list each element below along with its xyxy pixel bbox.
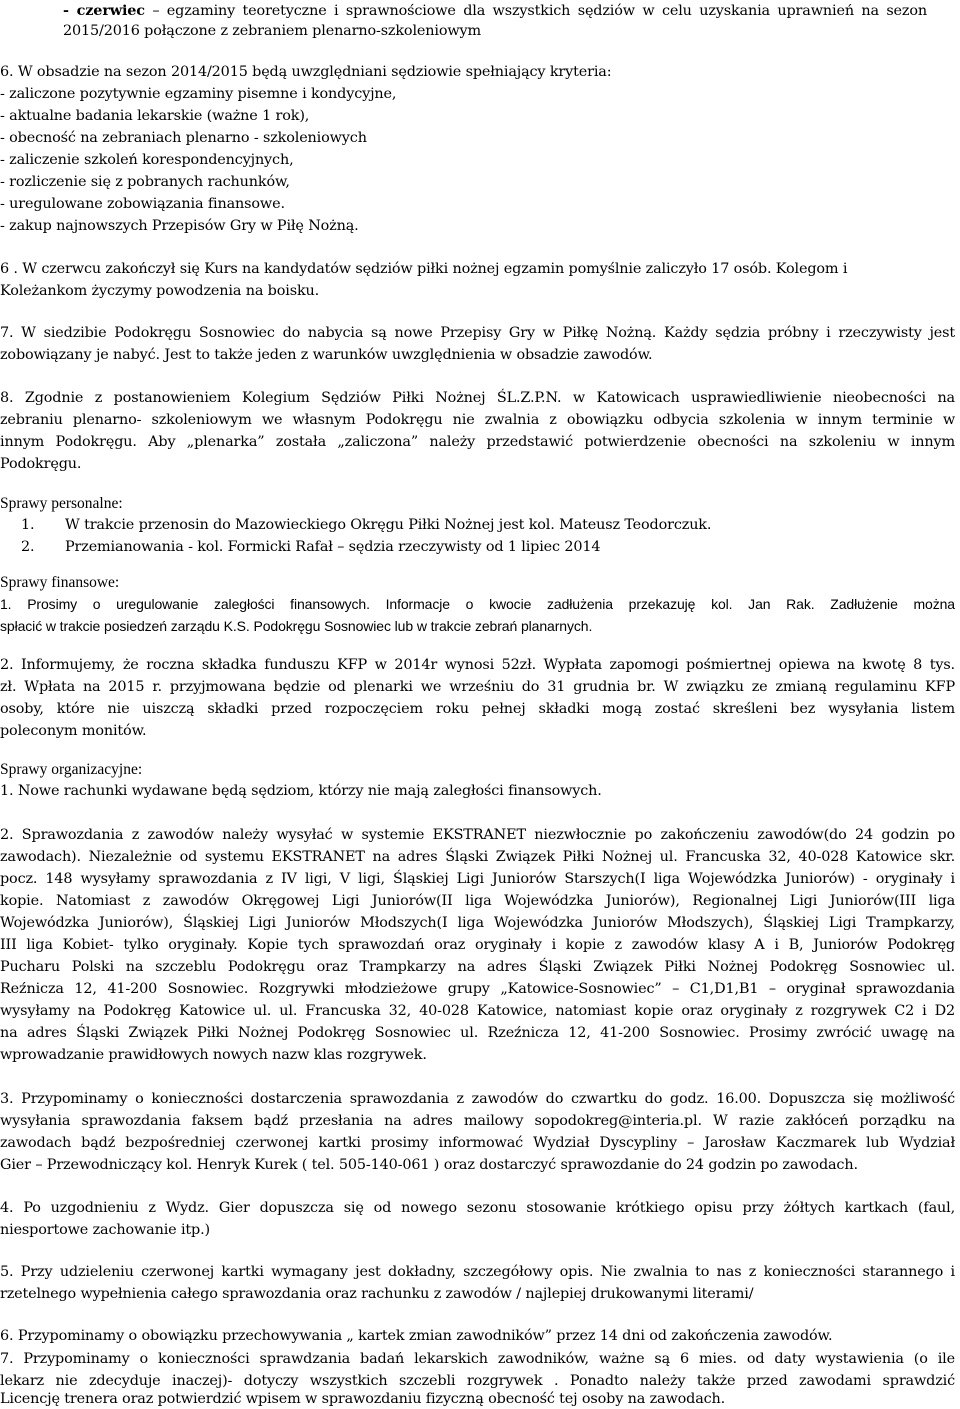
organization-p4-line: 4. Po uzgodnieniu z Wydz. Gier dopuszcza się od nowego sezonu stosowanie krótkiego opisu przy żółtych kartkach (faul,: [0, 1200, 955, 1216]
criteria-item: - uregulowane zobowiązania finansowe.: [0, 196, 285, 212]
organization-p2-line: kopie. Natomiast z zawodów Okręgowej Ligi Juniorów(II liga Wojewódzka Juniorów), Regionalnej Ligi Juniorów(III liga: [0, 893, 955, 909]
czerwiec-line-2: 2015/2016 połączone z zebraniem plenarno-szkoleniowym: [63, 23, 481, 39]
criteria-item: - zakup najnowszych Przepisów Gry w Piłę Nożną.: [0, 218, 359, 234]
organization-p3-line: 3. Przypominamy o konieczności dostarczenia sprawozdania z zawodów do czwartku do godz. 16.00. Dopuszcza się możliwość: [0, 1091, 955, 1107]
personal-item-2: [21, 537, 600, 557]
organization-p5-line: rzetelnego wypełnienia całego sprawozdania oraz rachunku z zawodów / najlepiej drukowanymi literami/: [0, 1286, 754, 1302]
personal-item-text: Przemianowania - kol. Formicki Rafał – sędzia rzeczywisty od 1 lipiec 2014: [65, 539, 601, 555]
criteria-item: - zaliczenie szkoleń korespondencyjnych,: [0, 152, 294, 168]
personal-heading: Sprawy personalne:: [0, 495, 123, 512]
finance-p2-line-3: osoby, które nie uiszczą składki przed rozpoczęciem roku pełnej składki mogą zostać skreśleni bez wysyłania listem: [0, 701, 955, 717]
personal-item-text: W trakcie przenosin do Mazowieckiego Okręgu Piłki Nożnej jest kol. Mateusz Teodorczuk.: [65, 517, 712, 533]
czerwiec-line-1: [63, 1, 927, 21]
finance-p2-line-2: zł. Wpłata na 2015 r. przyjmowana będzie od plenarki we wrześniu do 31 grudnia br. W związku ze zmianą regulaminu KFP: [0, 679, 955, 695]
finance-p2-line-4: poleconym monitów.: [0, 723, 147, 739]
organization-p5-line: 5. Przy udzieleniu czerwonej kartki wymagany jest dokładny, szczegółowy opis. Nie zwalnia to nas z konieczności starannego i: [0, 1264, 955, 1280]
organization-p2-line: Wojewódzka Juniorów), Śląskiej Ligi Juniorów Młodszych(I liga Wojewódzka Juniorów Młodszych), Śląskiej Ligi Trampkarzy,: [0, 915, 955, 931]
criteria-item: - obecność na zebraniach plenarno - szkoleniowych: [0, 130, 367, 146]
p7-line-2: zobowiązany je nabyć. Jest to także jeden z warunków uwzględnienia w obsadzie zawodów.: [0, 347, 653, 363]
p8-line-3: innym Podokręgu. Aby „plenarka” została „zaliczona” należy przedstawić potwierdzenie obecności na szkoleniu w innym: [0, 434, 955, 450]
organization-p3-line: zawodach bądź bezpośredniej czerwonej kartki prosimy informować Wydział Dyscypliny – Jarosław Kaczmarek lub Wydział: [0, 1135, 955, 1151]
organization-p2-line: zawodach). Niezależnie od systemu EKSTRANET na adres Śląski Związek Piłki Nożnej ul. Francuska 32, 40-028 Katowice skr.: [0, 849, 955, 865]
criteria-item: - aktualne badania lekarskie (ważne 1 rok),: [0, 108, 310, 124]
organization-p2-line: III liga Kobiet- tylko oryginały. Kopie tych sprawozdań oraz oryginały i kopie z zawodów klasy A i B, Juniorów Podokręg: [0, 937, 955, 953]
czerwiec-label: - czerwiec: [63, 2, 145, 19]
personal-item-1: [21, 515, 711, 535]
organization-p2-line: Reźnicza 12, 41-200 Sosnowiec. Rozgrywki młodzieżowe grupy „Katowice-Sosnowiec” – C1,D1,B1 – oryginał sprawozdania: [0, 981, 955, 997]
organization-p6: 6. Przypominamy o obowiązku przechowywania „ kartek zmian zawodników” przez 14 dni od zakończenia zawodów.: [0, 1328, 833, 1344]
organization-p7-line: Licencję trenera oraz potwierdzić wpisem w sprawozdaniu fizyczną obecność tej osoby na zawodach.: [0, 1391, 726, 1407]
p7-line-1: 7. W siedzibie Podokręgu Sosnowiec do nabycia są nowe Przepisy Gry w Piłkę Nożną. Każdy sędzia próbny i rzeczywisty jest: [0, 325, 955, 341]
organization-p2-line: 2. Sprawozdania z zawodów należy wysyłać w systemie EKSTRANET niezwłocznie po zakończeniu zawodów(do 24 godzin po: [0, 827, 955, 843]
organization-p7-line: lekarz nie zdecyduje inaczej)- dotyczy wszystkich szczebli rozgrywek . Ponadto należy także przed zawodami sprawdzić: [0, 1373, 955, 1389]
p8-line-4: Podokręgu.: [0, 456, 82, 472]
organization-p2-line: wysyłamy na Podokręg Katowice ul. ul. Francuska 32, 40-028 Katowice, natomiast kopie oraz oryginały z rozgrywek C2 i D2: [0, 1003, 955, 1019]
organization-p2-line: Pucharu Polski na szczeblu Podokręgu oraz Trampkarzy na adres Śląski Związek Piłki Nożnej Podokręg Sosnowiec ul.: [0, 959, 955, 975]
course-line-1: 6 . W czerwcu zakończył się Kurs na kandydatów sędziów piłki nożnej egzamin pomyślnie zaliczyło 17 osób. Kolegom i: [0, 261, 848, 277]
organization-p7-line: 7. Przypominamy o konieczności sprawdzania badań lekarskich zawodników, ważne są 6 mies. od daty wystawienia (o ile: [0, 1351, 955, 1367]
czerwiec-text: – egzaminy teoretyczne i sprawnościowe dla wszystkich sędziów w celu uzyskania uprawnień na sezon: [144, 3, 927, 19]
criteria-item: - zaliczone pozytywnie egzaminy pisemne i kondycyjne,: [0, 86, 397, 102]
organization-heading: Sprawy organizacyjne:: [0, 761, 143, 778]
list-number: 2.: [21, 539, 35, 555]
list-number: 1.: [21, 517, 35, 533]
finance-heading: Sprawy finansowe:: [0, 574, 120, 591]
criteria-item: - rozliczenie się z pobranych rachunków,: [0, 174, 290, 190]
course-line-2: Koleżankom życzymy powodzenia na boisku.: [0, 283, 320, 299]
organization-p2-line: wprowadzanie prawidłowych nowych nazw klas rozgrywek.: [0, 1047, 427, 1063]
organization-p4-line: niesportowe zachowanie itp.): [0, 1222, 210, 1238]
p8-line-2: zebraniu plenarno- szkoleniowym we własnym Podokręgu nie zwalnia z obowiązku odbycia szkolenia w innym terminie w: [0, 412, 955, 428]
organization-p2-line: na adres Śląski Związek Piłki Nożnej Podokręg Sosnowiec ul. Rzeźnicza 12, 41-200 Sosnowiec. Prosimy zwrócić uwagę na: [0, 1025, 955, 1041]
finance-p1-line-1: 1. Prosimy o uregulowanie zaległości finansowych. Informacje o kwocie zadłużenia przekazuję kol. Jan Rak. Zadłużenie można: [0, 596, 955, 612]
p8-line-1: 8. Zgodnie z postanowieniem Kolegium Sędziów Piłki Nożnej ŚL.Z.P.N. w Katowicach usprawiedliwienie nieobecności na: [0, 390, 955, 406]
organization-p1: 1. Nowe rachunki wydawane będą sędziom, którzy nie mają zaległości finansowych.: [0, 783, 602, 799]
finance-p1-line-2: spłacić w trakcie posiedzeń zarządu K.S. Podokręgu Sosnowiec lub w trakcie zebrań planarnych.: [0, 618, 593, 634]
organization-p3-line: wysyłania sprawozdania faksem bądź przesłania na adres mailowy sopodokreg@interia.pl. W razie zakłóceń porządku na: [0, 1113, 955, 1129]
criteria-intro: 6. W obsadzie na sezon 2014/2015 będą uwzględniani sędziowie spełniający kryteria:: [0, 64, 612, 80]
organization-p2-line: pocz. 148 wysyłamy sprawozdania z IV ligi, V ligi, Śląskiej Ligi Juniorów Starszych(I liga Wojewódzka Juniorów) - oryginały i: [0, 871, 955, 887]
finance-p2-line-1: 2. Informujemy, że roczna składka funduszu KFP w 2014r wynosi 52zł. Wypłata zapomogi pośmiertnej opiewa na kwotę 8 tys.: [0, 657, 955, 673]
organization-p3-line: Gier – Przewodniczący kol. Henryk Kurek ( tel. 505-140-061 ) oraz dostarczyć sprawozdanie do 24 godzin po zawodach.: [0, 1157, 858, 1173]
